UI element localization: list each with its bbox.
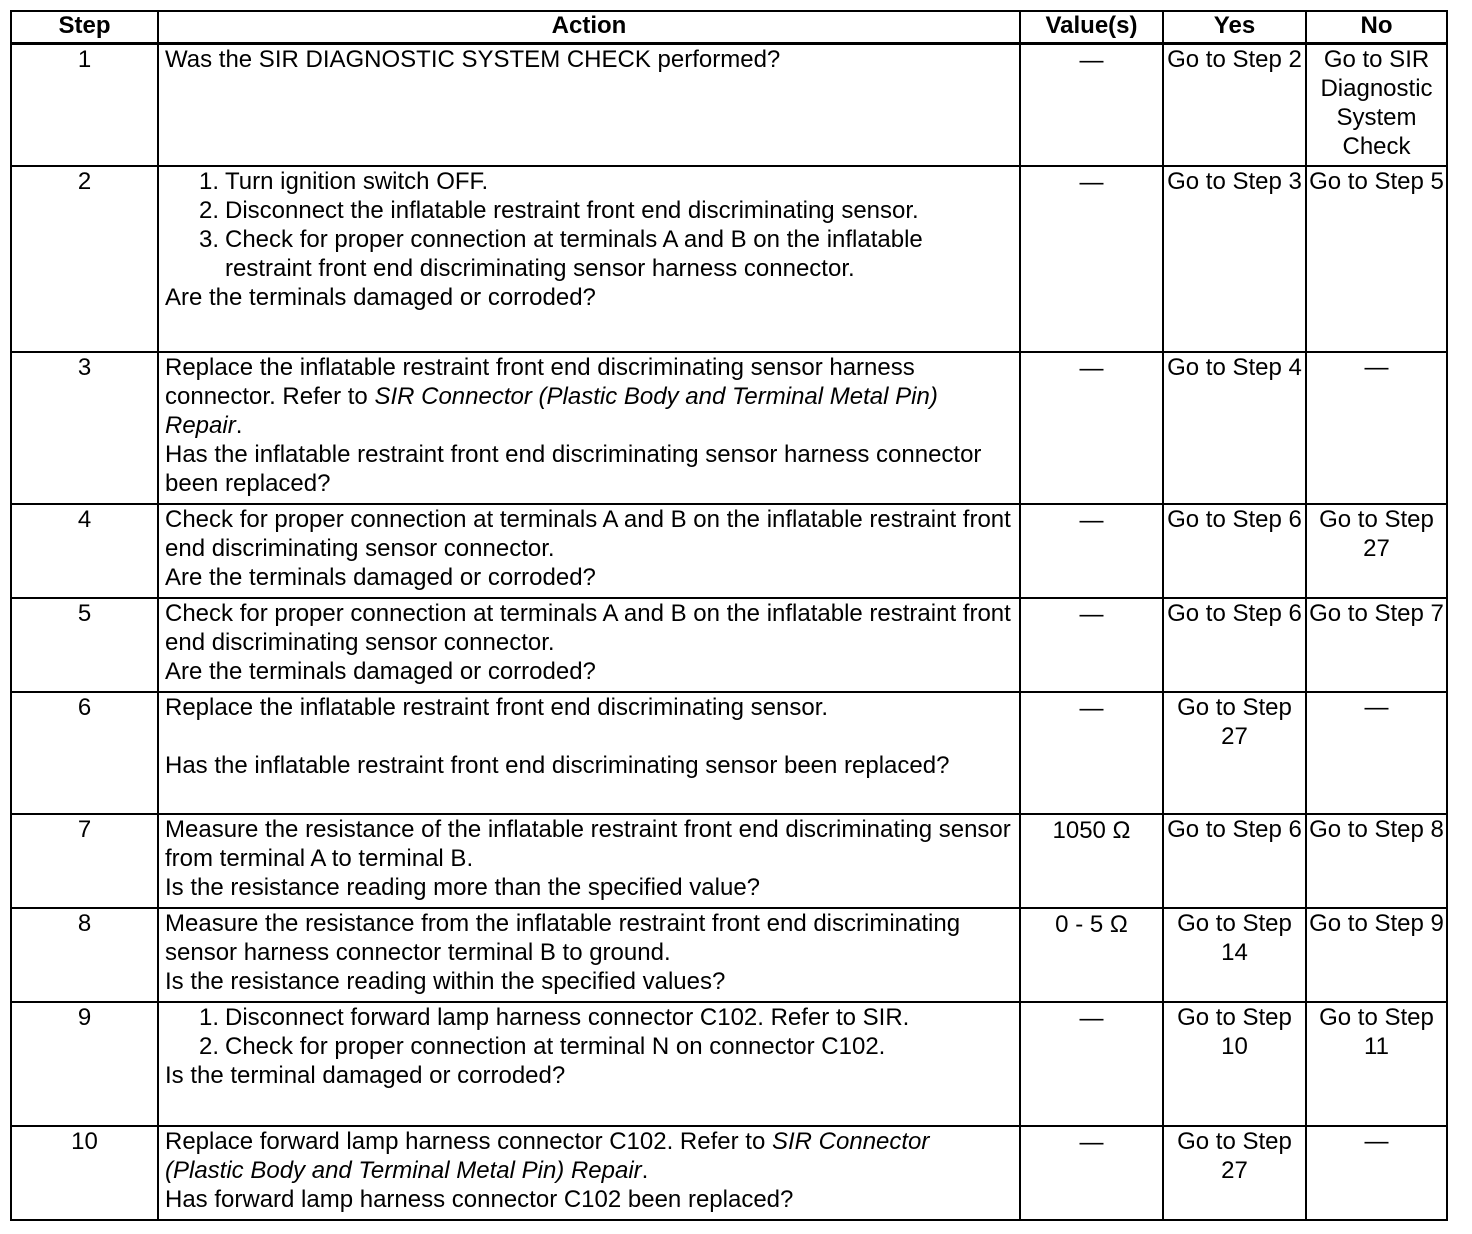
- action-cell: [158, 1126, 1020, 1220]
- no-cell: Go to Step 27: [1306, 504, 1447, 598]
- yes-cell: Go to Step 6: [1163, 814, 1306, 908]
- list-item: 1. Disconnect forward lamp harness connector C102. Refer to SIR.: [198, 1003, 910, 1031]
- action-cell: [158, 598, 1020, 692]
- no-cell: —: [1306, 1126, 1447, 1220]
- yes-cell: Go to Step 10: [1163, 1002, 1306, 1126]
- value-cell: —: [1020, 504, 1163, 598]
- table-row: [11, 166, 1447, 352]
- step-number: 2: [11, 166, 158, 352]
- step-number: 5: [11, 598, 158, 692]
- value-cell: —: [1020, 692, 1163, 814]
- action-cell: [158, 814, 1020, 908]
- action-question: Are the terminals damaged or corroded?: [165, 563, 596, 591]
- table-row: [11, 44, 1447, 166]
- no-cell: Go to Step 9: [1306, 908, 1447, 1002]
- action-question: Has the inflatable restraint front end discriminating sensor harness connector been replaced?: [165, 440, 982, 497]
- step-number: 6: [11, 692, 158, 814]
- action-cell: [158, 44, 1020, 166]
- no-cell: —: [1306, 352, 1447, 504]
- value-cell: 0 - 5 Ω: [1020, 908, 1163, 1002]
- list-item: 1. Turn ignition switch OFF.: [198, 167, 489, 195]
- action-text: Measure the resistance from the inflatable restraint front end discriminating sensor harness connector terminal B to ground.: [165, 909, 961, 966]
- action-question: Has forward lamp harness connector C102 been replaced?: [165, 1185, 794, 1213]
- action-question: Has the inflatable restraint front end discriminating sensor been replaced?: [165, 751, 950, 779]
- action-cell: [158, 692, 1020, 814]
- no-cell: Go to Step 5: [1306, 166, 1447, 352]
- step-number: 10: [11, 1126, 158, 1220]
- header-action: Action: [158, 11, 1020, 44]
- no-cell: Go to SIR Diagnostic System Check: [1306, 44, 1447, 166]
- action-text: Replace the inflatable restraint front end discriminating sensor.: [165, 693, 829, 721]
- list-item: 2. Disconnect the inflatable restraint front end discriminating sensor.: [198, 196, 919, 224]
- header-no: No: [1306, 11, 1447, 44]
- yes-cell: Go to Step 14: [1163, 908, 1306, 1002]
- step-number: 1: [11, 44, 158, 166]
- step-number: 9: [11, 1002, 158, 1126]
- list-item: 2. Check for proper connection at terminal N on connector C102.: [198, 1032, 886, 1060]
- step-number: 7: [11, 814, 158, 908]
- value-cell: —: [1020, 1126, 1163, 1220]
- table-row: [11, 598, 1447, 692]
- table-row: [11, 814, 1447, 908]
- header-yes: Yes: [1163, 11, 1306, 44]
- action-text: Check for proper connection at terminals A and B on the inflatable restraint front end discriminating sensor connector.: [165, 505, 1011, 562]
- step-number: 4: [11, 504, 158, 598]
- action-text: Was the SIR DIAGNOSTIC SYSTEM CHECK performed?: [165, 46, 781, 73]
- action-cell: [158, 504, 1020, 598]
- step-number: 3: [11, 352, 158, 504]
- table-row: [11, 908, 1447, 1002]
- yes-cell: Go to Step 27: [1163, 1126, 1306, 1220]
- yes-cell: Go to Step 6: [1163, 504, 1306, 598]
- value-cell: —: [1020, 166, 1163, 352]
- yes-cell: Go to Step 3: [1163, 166, 1306, 352]
- value-cell: —: [1020, 598, 1163, 692]
- step-number: 8: [11, 908, 158, 1002]
- value-cell: 1050 Ω: [1020, 814, 1163, 908]
- value-cell: —: [1020, 352, 1163, 504]
- diagnostic-table: [10, 10, 1448, 1221]
- no-cell: Go to Step 7: [1306, 598, 1447, 692]
- header-step: Step: [11, 11, 158, 44]
- action-cell: [158, 352, 1020, 504]
- table-header-row: [11, 11, 1447, 44]
- repair-reference: SIR Connector (Plastic Body and Terminal Metal Pin) Repair: [165, 382, 938, 439]
- action-text: Check for proper connection at terminals A and B on the inflatable restraint front end discriminating sensor connector.: [165, 599, 1011, 656]
- table-row: [11, 504, 1447, 598]
- action-text: Replace the inflatable restraint front end discriminating sensor harness connector. Refer to SIR Connector (Plastic Body and Terminal Metal Pin) Repair.: [165, 353, 938, 439]
- action-question: Is the resistance reading more than the specified value?: [165, 873, 761, 901]
- yes-cell: Go to Step 27: [1163, 692, 1306, 814]
- action-cell: [158, 1002, 1020, 1126]
- yes-cell: Go to Step 2: [1163, 44, 1306, 166]
- action-cell: [158, 166, 1020, 352]
- no-cell: —: [1306, 692, 1447, 814]
- no-cell: Go to Step 8: [1306, 814, 1447, 908]
- action-text: Replace forward lamp harness connector C102. Refer to SIR Connector (Plastic Body and Terminal Metal Pin) Repair.: [165, 1127, 930, 1184]
- list-item: 3. Check for proper connection at terminals A and B on the inflatable restraint front end discriminating sensor harness connector.: [198, 225, 923, 282]
- action-question: Are the terminals damaged or corroded?: [165, 657, 596, 685]
- action-question: Is the terminal damaged or corroded?: [165, 1061, 566, 1089]
- yes-cell: Go to Step 4: [1163, 352, 1306, 504]
- action-cell: [158, 908, 1020, 1002]
- table-row: [11, 1002, 1447, 1126]
- action-question: Are the terminals damaged or corroded?: [165, 283, 596, 311]
- action-text: Measure the resistance of the inflatable restraint front end discriminating sensor from terminal A to terminal B.: [165, 815, 1011, 872]
- table-row: [11, 352, 1447, 504]
- spacer: [165, 722, 1013, 751]
- header-values: Value(s): [1020, 11, 1163, 44]
- value-cell: —: [1020, 44, 1163, 166]
- action-question: Is the resistance reading within the specified values?: [165, 967, 726, 995]
- repair-reference: SIR Connector (Plastic Body and Terminal Metal Pin) Repair: [165, 1127, 930, 1184]
- table-row: [11, 1126, 1447, 1220]
- value-cell: —: [1020, 1002, 1163, 1126]
- yes-cell: Go to Step 6: [1163, 598, 1306, 692]
- table-row: [11, 692, 1447, 814]
- no-cell: Go to Step 11: [1306, 1002, 1447, 1126]
